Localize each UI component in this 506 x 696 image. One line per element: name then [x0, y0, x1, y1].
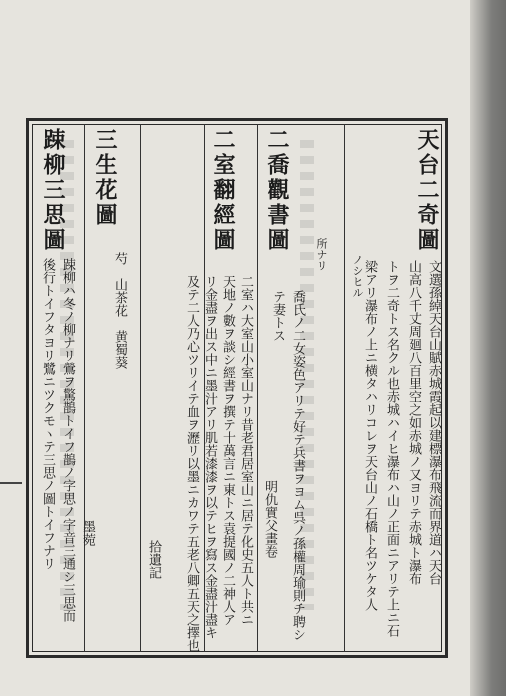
margin-mark [0, 482, 22, 484]
section-title-nikyo: 二喬觀書圖 [264, 128, 290, 253]
section-text-line: 踈柳ハ冬ノ柳ナリ鶯ヲ驚鵲トイフ鵲ノ字思ノ字音三通シ三思而 [60, 258, 75, 622]
section-text-line: 後行トイフタヨリ鷺ニツクモヽテ三思ノ圖トイフナリ [40, 258, 55, 570]
column-divider [84, 124, 85, 652]
adjacent-page-edge [470, 0, 506, 696]
section-text-line: 喬氏ノ二女姿色アリテ好テ兵書ヲヨム呉ノ孫權周瑜則チ聘シ [290, 290, 305, 641]
section-annotation: ノシヒル [351, 254, 364, 298]
section-source: 拾遺記 [146, 540, 161, 579]
section-text-line: 芍 山茶花 黄蜀葵 [112, 252, 127, 369]
section-title-soryu: 踈柳三思圖 [40, 128, 66, 253]
section-title-sansei: 三生花圖 [92, 128, 118, 228]
section-text-line: 文選孫綽天台山賦赤城霞起以建標瀑布飛流而界道ハ天台 [426, 260, 441, 585]
section-text-line: 二室ハ大室山小室山ナリ昔老君居室山ニ居テ化史五人ト共ニ [238, 275, 253, 626]
section-title-tendai: 天台二奇圖 [414, 128, 440, 253]
section-text-line: 天地ノ數ヲ談シ經書ヲ撰テ十萬言ニ東トス袁提國ノ二神人ア [220, 275, 235, 626]
column-divider [140, 124, 141, 652]
section-text-line: 山高八千丈周廻八百里空之如赤城ノ又ヨリテ赤城ト瀑布 [406, 260, 421, 585]
section-text-line: 及テ二人乃心ツリイテ血ヲ瀝リ以墨ニカワテ五老八卿五天之擇也 [184, 275, 199, 652]
section-text-line: 梁アリ瀑布ノ上ニ横タハリコレヲ天台山ノ石橋ト名ツケタ人 [362, 260, 377, 611]
section-source: 明仇實父畫卷 [262, 480, 277, 558]
section-source: 墨菀 [80, 520, 95, 546]
section-title-nishitsu: 二室翻經圖 [210, 128, 236, 253]
section-annotation: 所ナリ [315, 238, 328, 271]
column-divider [344, 124, 345, 652]
section-text-line: リ金盡ヲ出ス中ニ墨汁アリ肌若漆漆ヲ以テヒヲ寫ス金盡汁盡キ [202, 275, 217, 639]
section-text-line: テ妻トス [270, 290, 285, 342]
column-divider [257, 124, 258, 652]
section-text-line: トヲ二奇トス名クル也赤城ハイヒ瀑布ハ山ノ正面ニアリテ上ニ石 [384, 260, 399, 637]
